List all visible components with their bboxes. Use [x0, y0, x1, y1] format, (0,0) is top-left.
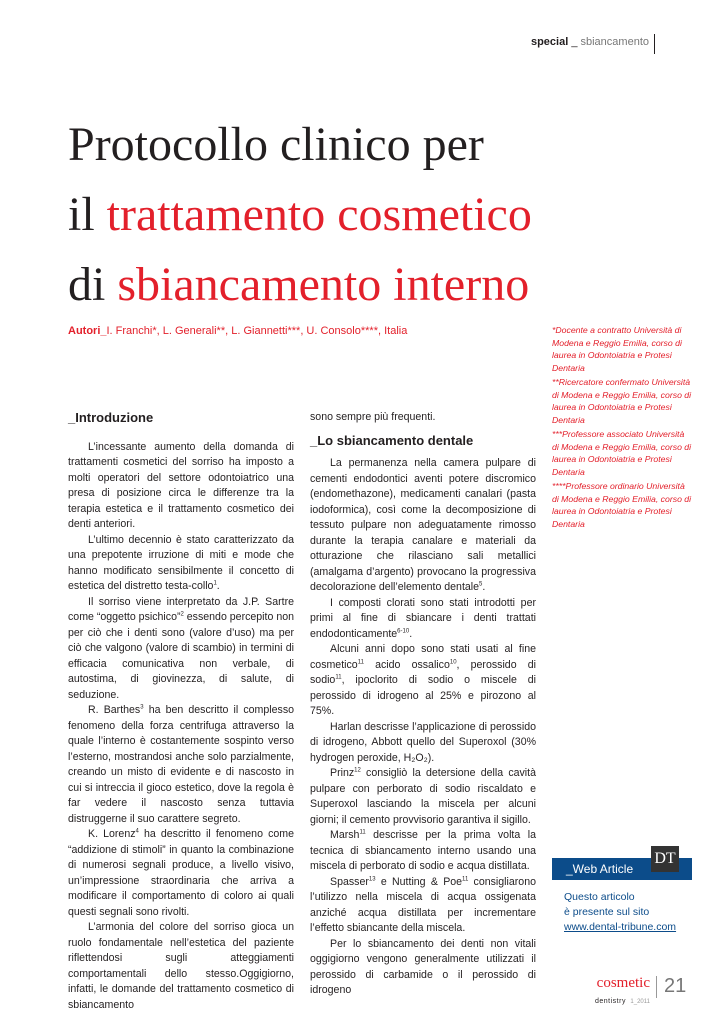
authors-names: I. Franchi*, L. Generali**, L. Giannetti***, U. Consolo****, Italia [106, 325, 408, 337]
title-line-2: il trattamento cosmetico [68, 188, 532, 241]
header-divider [654, 34, 655, 54]
paragraph: L’ultimo decennio è stato caratterizzato da una prepotente irruzione di miti e mode che hanno modificato sensibilmente il concetto di estetica del distretto testa-collo$^1$. [68, 533, 294, 592]
web-article-body [552, 880, 692, 935]
web-article-line-1: Questo articolo [564, 891, 635, 903]
affiliation-2: **Ricercatore confermato Università di Modena e Reggio Emilia, corso di laurea in Odontoiatria e Protesi Dentaria [552, 377, 692, 425]
authors-label: Autori_ [68, 325, 107, 337]
title-line-3: di sbiancamento interno [68, 258, 530, 311]
section-topic: sbiancamento [580, 36, 649, 48]
article-title [68, 110, 532, 320]
footer-divider [656, 976, 657, 998]
section-header [531, 36, 649, 48]
column-left [68, 410, 294, 1013]
logo-sub: dentistry 1_2011 [595, 998, 650, 1005]
dt-logo: DT [651, 846, 679, 872]
paragraph: Harlan descrisse l’applicazione di perossido di idrogeno, Abbott quello del Superoxol (30% hydrogen peroxide, H₂O₂). [310, 720, 536, 764]
paragraph: Per lo sbiancamento dei denti non vitali oggigiorno vengono generalmente utilizzati il perossido di carbamide o il perossido di idrogeno [310, 937, 536, 996]
paragraph: Spasser$^{13}$ e Nutting & Poe$^{11}$ consigliarono l’utilizzo nella miscela di acqua ossigenata anziché acqua distillata per incrementare l’effetto sbiancante della miscela. [310, 875, 536, 934]
paragraph: sono sempre più frequenti. [310, 411, 436, 423]
title-line-1: Protocollo clinico per [68, 118, 484, 171]
paragraph: L’armonia del colore del sorriso gioca un ruolo fondamentale nell’estetica del paziente riflettendosi sugli atteggiamenti comportamentali dello stesso.Oggigiorno, infatti, le domande del trattamento cosmetico di sbiancamento [68, 921, 294, 1011]
page-number: 21 [664, 975, 687, 997]
web-article-link[interactable]: www.dental-tribune.com [564, 921, 677, 933]
affiliations [552, 324, 692, 532]
section-separator: _ [568, 36, 581, 48]
column-middle [310, 410, 536, 999]
web-article-title: _Web Article [566, 862, 634, 876]
affiliation-1: *Docente a contratto Università di Modena e Reggio Emilia, corso di laurea in Odontoiatria e Protesi Dentaria [552, 325, 682, 373]
paragraph: Alcuni anni dopo sono stati usati al fine cosmetico$^{11}$ acido ossalico$^{10}$, perossido di sodio$^{11}$, ipoclorito di sodio o miscele di perossido di idrogeno al 25% e pirozono al 75%. [310, 643, 536, 717]
paragraph: Il sorriso viene interpretato da J.P. Sartre come “oggetto psichico”$^2$ essendo percepito non per ciò che i denti sono (valore d’uso) ma per ciò che valgono (valore di scambio) in termini di efficacia comunicativa non verbale, di autostima, di giovinezza, di salute, di seduzione. [68, 595, 294, 701]
paragraph: R. Barthes$^3$ ha ben descritto il complesso fenomeno della forza centrifuga attraverso la quale l’interno è costantemente sospinto verso l’esterno, mostrandosi anche solo parzialmente, creando un misto di evidente e di nascosto in cui si intreccia il gioco estetico, dove la regola è far vedere il nascosto senza tuttavia distruggerne il suo carattere segreto. [68, 704, 295, 825]
paragraph: Marsh$^{11}$ descrisse per la prima volta la tecnica di sbiancamento interno usando una miscela di perborato di sodio e acqua distillata. [310, 829, 536, 872]
paragraph: K. Lorenz$^4$ ha descritto il fenomeno come “addizione di stimoli” in quanto la combinazione di numerosi segnali produce, a livello visivo, un’impressione straordinaria che arriva a modificare il comportamento di coloro ai quali questi segnali sono rivolti. [68, 828, 294, 918]
paragraph: L’incessante aumento della domanda di trattamenti cosmetici del sorriso ha imposto a molti operatori del settore odontoiatrico una presa di posizione circa le differenze tra la terapia estetica e il trattamento cosmetico dei denti anteriori. [68, 440, 294, 530]
web-article-line-2: è presente sul sito [564, 906, 650, 918]
logo-word-cosmetic: cosmetic [596, 975, 650, 991]
section-label: special [530, 36, 569, 48]
paragraph: Prinz$^{12}$ consigliò la detersione della cavità pulpare con perborato di sodio riscaldato e Superoxol lasciando la miscela per alcuni giorni; il cemento provvisorio garantiva il sigillo. [310, 767, 536, 826]
affiliation-4: ****Professore ordinario Università di Modena e Reggio Emilia, corso di laurea in Odontoiatria e Protesi Dentaria [552, 481, 692, 529]
paragraph: La permanenza nella camera pulpare di cementi endodontici aventi potere discromico (endomethazone), medicamenti canalari (pasta iodoformica), così come la decomposizione di tessuto pulpare non adeguatamente rimosso durante la terapia canalare e materiali da otturazione che rilasciano sali metallici (amalgama d’argento) provocano la progressiva decolorazione dell’elemento dentale$^5$. [310, 457, 536, 593]
paragraph: I composti clorati sono stati introdotti per primi al fine di sbiancare i denti trattati endodonticamente$^{6-10}$. [310, 596, 536, 640]
affiliation-3: ***Professore associato Università di Modena e Reggio Emilia, corso di laurea in Odontoiatria e Protesi Dentaria [552, 429, 692, 477]
cosmetic-dentistry-logo [580, 976, 650, 1008]
authors-line [68, 325, 407, 337]
whitening-heading: _Lo sbiancamento dentale [310, 432, 474, 448]
intro-heading: _Introduzione [68, 410, 154, 425]
